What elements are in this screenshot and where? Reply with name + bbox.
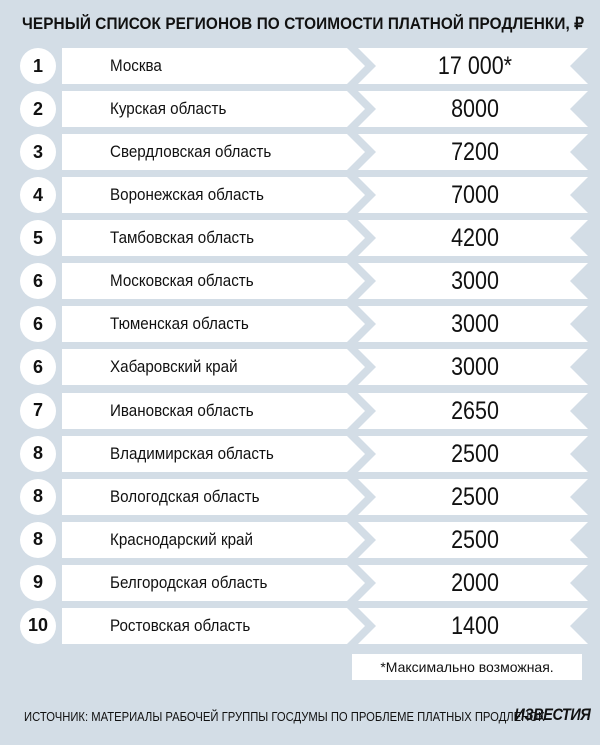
region-label: Тамбовская область [110,229,254,248]
region-label: Вологодская область [110,487,260,506]
region-label: Москва [110,57,162,75]
cost-value: 2650 [451,396,499,425]
table-row [20,349,586,385]
rank-badge: 5 [20,220,56,256]
region-label: Белгородская область [110,573,268,592]
rank-badge: 10 [20,608,56,644]
region-ribbon [62,48,365,84]
table-row [20,177,586,213]
table-row [20,91,586,127]
region-label: Воронежская область [110,186,264,205]
rank-badge: 6 [20,349,56,385]
cost-value: 4200 [451,224,499,253]
rank-badge: 6 [20,306,56,342]
rank-badge: 8 [20,436,56,472]
region-label: Тюменская область [110,315,249,334]
cost-value: 3000 [451,353,499,382]
table-row [20,48,586,84]
footnote: *Максимально возможная. [352,654,582,680]
region-label: Краснодарский край [110,530,253,549]
region-label: Курская область [110,100,227,119]
publisher-logo: ИЗВЕСТИЯ [514,705,590,724]
rank-badge: 7 [20,393,56,429]
cost-value: 7000 [451,181,499,210]
region-label: Свердловская область [110,143,272,162]
region-label: Московская область [110,272,254,291]
cost-value: 3000 [451,310,499,339]
rank-badge: 8 [20,522,56,558]
table-row [20,479,586,515]
table-row [20,565,586,601]
rank-badge: 3 [20,134,56,170]
cost-value: 7200 [451,138,499,167]
region-label: Ростовская область [110,616,251,635]
table-row [20,134,586,170]
table-row [20,306,586,342]
cost-value: 1400 [451,611,499,640]
ranking-table [20,48,586,651]
rank-badge: 4 [20,177,56,213]
cost-value: 2500 [451,439,499,468]
rank-badge: 1 [20,48,56,84]
chart-title: ЧЕРНЫЙ СПИСОК РЕГИОНОВ ПО СТОИМОСТИ ПЛАТНОЙ ПРОДЛЕНКИ, ₽ [22,15,585,33]
region-label: Владимирская область [110,444,274,463]
table-row [20,436,586,472]
cost-value: 2500 [451,525,499,554]
rank-badge: 8 [20,479,56,515]
table-row [20,393,586,429]
rank-badge: 9 [20,565,56,601]
rank-badge: 6 [20,263,56,299]
cost-value: 2000 [451,568,499,597]
table-row [20,263,586,299]
table-row [20,608,586,644]
rank-badge: 2 [20,91,56,127]
cost-value: 2500 [451,482,499,511]
table-row [20,522,586,558]
region-label: Ивановская область [110,401,254,420]
table-row [20,220,586,256]
cost-value: 17 000* [437,52,513,80]
cost-value: 8000 [451,95,499,124]
source-note: ИСТОЧНИК: МАТЕРИАЛЫ РАБОЧЕЙ ГРУППЫ ГОСДУМЫ ПО ПРОБЛЕМЕ ПЛАТНЫХ ПРОДЛЕНОК [24,710,545,724]
region-label: Хабаровский край [110,358,238,377]
cost-value: 3000 [451,267,499,296]
